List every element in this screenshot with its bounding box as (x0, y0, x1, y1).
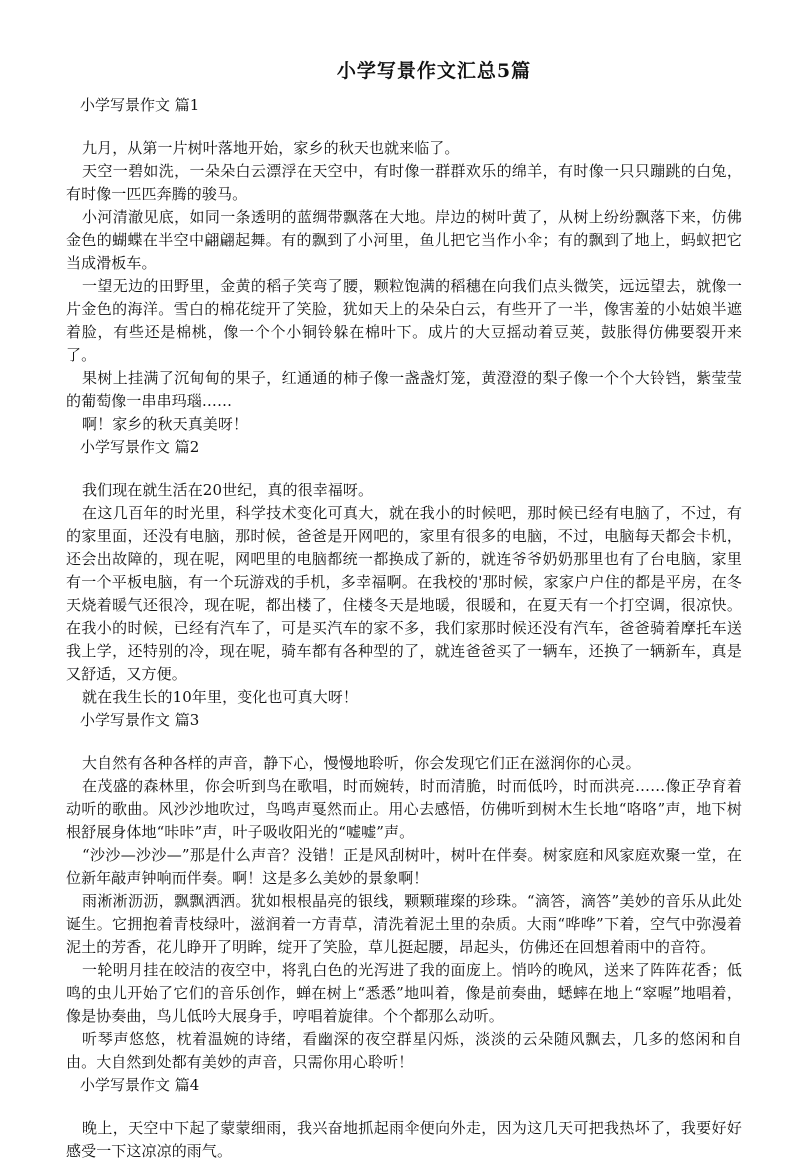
paragraph: 大自然有各种各样的声音，静下心，慢慢地聆听，你会发现它们正在滋润你的心灵。 (82, 754, 641, 772)
paragraph: 啊！家乡的秋天真美呀！ (82, 415, 249, 433)
section-heading: 小学写景作文 篇4 (80, 1076, 200, 1094)
section-1 (66, 94, 742, 436)
paragraph: 就在我生长的10年里，变化也可真大呀！ (82, 688, 358, 706)
paragraph: 雨淅淅沥沥，飘飘洒洒。犹如根根晶亮的银线，颗颗璀璨的珍珠。“滴答，滴答”美妙的音乐从此处诞生。它拥抱着青枝绿叶，滋润着一方青草，清洗着泥土里的杂质。大雨“哗哗”下着，空气中弥漫着泥土的芳香，花儿睁开了明眸，绽开了笑脸，草儿挺起腰，昂起头，仿佛还在回想着雨中的音符。 (66, 892, 742, 956)
paragraph: 一望无边的田野里，金黄的稻子笑弯了腰，颗粒饱满的稻穗在向我们点头微笑，远远望去，就像一片金色的海洋。雪白的棉花绽开了笑脸，犹如天上的朵朵白云，有些开了一半，像害羞的小姑娘半遮着脸，有些还是棉桃，像一个个小铜铃躲在棉叶下。成片的大豆摇动着豆荚，鼓胀得仿佛要裂开来了。 (66, 277, 742, 364)
section-heading: 小学写景作文 篇2 (80, 438, 200, 456)
section-heading: 小学写景作文 篇3 (80, 711, 200, 729)
paragraph: 九月，从第一片树叶落地开始，家乡的秋天也就来临了。 (82, 139, 460, 157)
paragraph: 晚上，天空中下起了蒙蒙细雨，我兴奋地抓起雨伞便向外走，因为这几天可把我热坏了，我要好好感受一下这凉凉的雨气。 (66, 1119, 742, 1160)
paragraph: 小河清澈见底，如同一条透明的蓝绸带飘落在大地。岸边的树叶黄了，从树上纷纷飘落下来，仿佛金色的蝴蝶在半空中翩翩起舞。有的飘到了小河里，鱼儿把它当作小伞；有的飘到了地上，蚂蚁把它当成滑板车。 (66, 208, 742, 272)
paragraph: 在这几百年的时光里，科学技术变化可真大，就在我小的时候吧，那时候已经有电脑了，不过，有的家里面，还没有电脑，那时候，爸爸是开网吧的，家里有很多的电脑，不过，电脑每天都会卡机，还会出故障的，现在呢，网吧里的电脑都统一都换成了新的，就连爷爷奶奶那里也有了台电脑，家里有一个平板电脑，有一个玩游戏的手机，多幸福啊。在我校的'那时候，家家户户住的都是平房，在冬天烧着暖气还很冷，现在呢，都出楼了，住楼冬天是地暖，很暖和，在夏天有一个打空调，很凉快。在我小的时候，已经有汽车了，可是买汽车的家不多，我们家那时候还没有汽车，爸爸骑着摩托车送我上学，还特别的冷，现在呢，骑车都有各种型的了，就连爸爸买了一辆车，还换了一辆新车，真是又舒适，又方便。 (66, 504, 742, 683)
document-title: 小学写景作文汇总5篇 (336, 60, 532, 82)
section-heading: 小学写景作文 篇1 (80, 96, 200, 114)
document-page (66, 58, 742, 1163)
paragraph: 听琴声悠悠，枕着温婉的诗绪，看幽深的夜空群星闪烁，淡淡的云朵随风飘去，几多的悠闲和自由。大自然到处都有美妙的声音，只需你用心聆听！ (66, 1030, 742, 1071)
paragraph: 果树上挂满了沉甸甸的果子，红通通的柿子像一盏盏灯笼，黄澄澄的梨子像一个个大铃铛，紫莹莹的葡萄像一串串玛瑙…… (66, 369, 742, 410)
paragraph: 我们现在就生活在20世纪，真的很幸福呀。 (82, 481, 374, 499)
paragraph: “沙沙—沙沙—”那是什么声音？没错！正是风刮树叶，树叶在伴奏。树家庭和风家庭欢聚一堂，在位新年敲声钟响而伴奏。啊！这是多么美妙的景象啊！ (66, 846, 742, 887)
section-2 (66, 436, 742, 709)
paragraph: 一轮明月挂在皎洁的夜空中，将乳白色的光泻进了我的面庞上。悄吟的晚风，送来了阵阵花香；低鸣的虫儿开始了它们的音乐创作，蝉在树上“悉悉”地叫着，像是前奏曲，蟋蟀在地上“窣喔”地唱着，像是协奏曲，鸟儿低吟大展身手，哼唱着旋律。个个都那么动听。 (66, 961, 742, 1025)
section-3 (66, 709, 742, 1074)
paragraph: 在茂盛的森林里，你会听到鸟在歌唱，时而婉转，时而清脆，时而低吟，时而洪亮……像正孕育着动听的歌曲。风沙沙地吹过，鸟鸣声戛然而止。用心去感悟，仿佛听到树木生长地“咯咯”声，地下树根舒展身体地“咔咔”声，叶子吸收阳光的“嘘嘘”声。 (66, 777, 742, 841)
section-4 (66, 1074, 742, 1163)
paragraph: 天空一碧如洗，一朵朵白云漂浮在天空中，有时像一群群欢乐的绵羊，有时像一只只蹦跳的白兔，有时像一匹匹奔腾的骏马。 (66, 162, 742, 203)
